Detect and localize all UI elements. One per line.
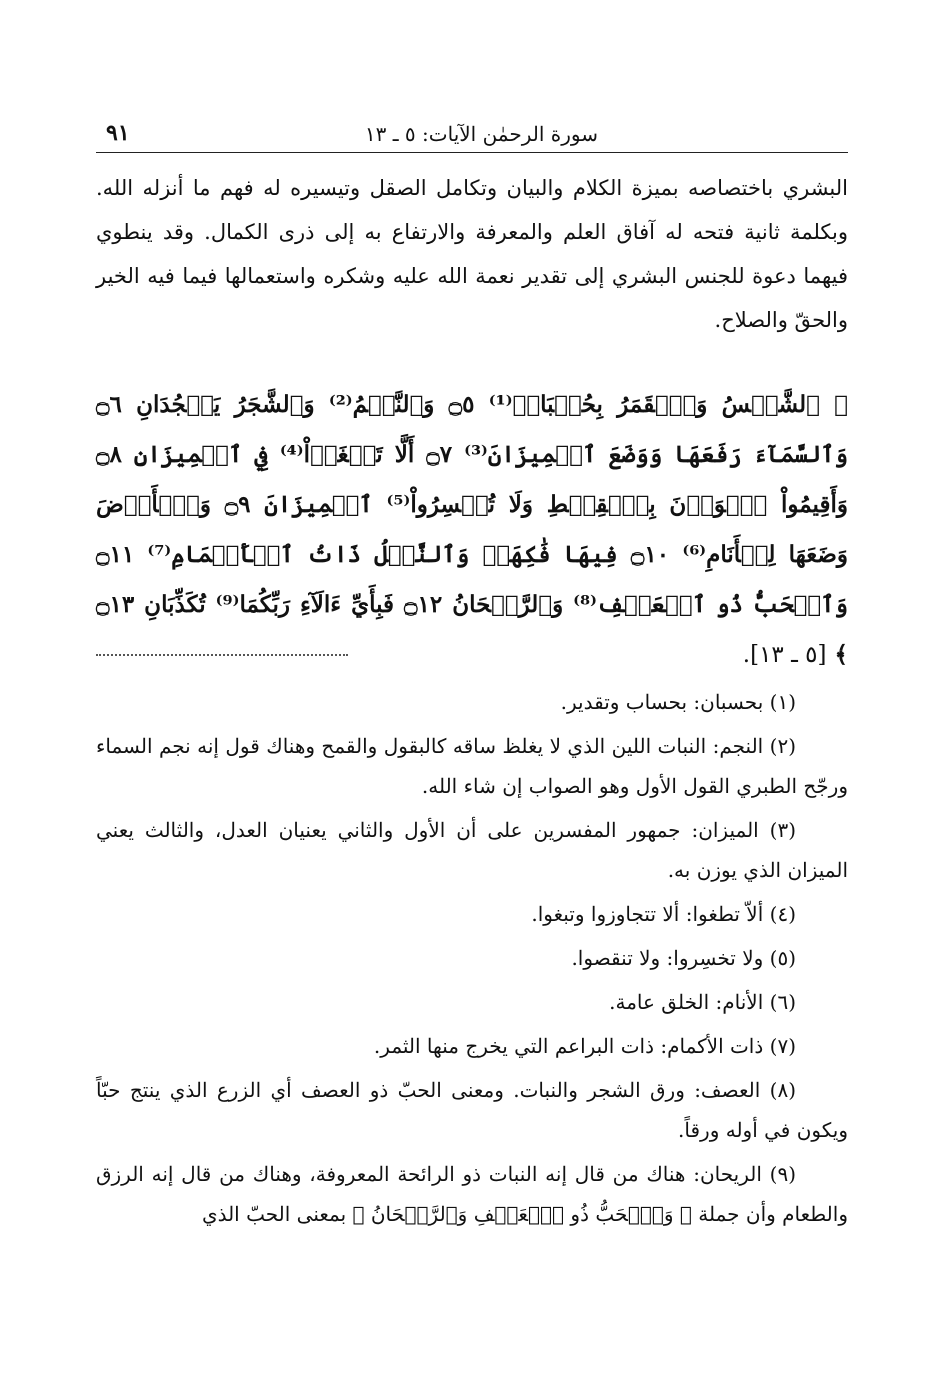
footnote-5: (٥) ولا تخسِروا: ولا تنقصوا. bbox=[571, 946, 796, 970]
footnote-6: (٦) الأنام: الخلق عامة. bbox=[609, 990, 796, 1014]
footnote-7: (٧) ذات الأكمام: ذات البراعم التي يخرج منها الثمر. bbox=[373, 1034, 796, 1058]
footnote-9: (٩) الريحان: هناك من قال إنه النبات ذو الرائحة المعروفة، وهناك من قال إنه الرزق والطعام وأن جملة ﴿ وَٱلۡحَبُّ ذُو ٱلۡعَصۡفِ وَٱلرَّيۡحَانُ ﴾ بمعنى الحبّ الذي bbox=[96, 1162, 848, 1226]
quran-verses: ﴿ ٱلشَّمۡسُ وَٱلۡقَمَرُ بِحُسۡبَانٖ⁽¹⁾ ۝٥ وَٱلنَّجۡمُ⁽²⁾ وَٱلشَّجَرُ يَسۡجُدَانِ ۝٦ وَٱلسَّمَآءَ رَفَعَهَا وَوَضَعَ ٱلۡمِيزَانَ⁽³⁾ ۝٧ أَلَّا تَطۡغَوۡاْ⁽⁴⁾ فِي ٱلۡمِيزَانِ ۝٨ وَأَقِيمُواْ ٱلۡوَزۡنَ بِٱلۡقِسۡطِ وَلَا تُخۡسِرُواْ⁽⁵⁾ ٱلۡمِيزَانَ ۝٩ وَٱلۡأَرۡضَ وَضَعَهَا لِلۡأَنَامِ⁽⁶⁾ ۝١٠ فِيهَا فَٰكِهَةٞ وَٱلنَّخۡلُ ذَاتُ ٱلۡأَكۡمَامِ⁽⁷⁾ ۝١١ وَٱلۡحَبُّ ذُو ٱلۡعَصۡفِ⁽⁸⁾ وَٱلرَّيۡحَانُ ۝١٢ فَبِأَيِّ ءَالَآءِ رَبِّكُمَا⁽⁹⁾ تُكَذِّبَانِ ۝١٣ ﴾ bbox=[96, 391, 849, 668]
header-title: سورة الرحمٰن الآيات: ٥ ـ ١٣ bbox=[364, 122, 598, 146]
footnote-separator bbox=[96, 654, 348, 656]
quran-passage bbox=[96, 380, 848, 680]
footnote-2: (٢) النجم: النبات اللين الذي لا يغلظ ساقه كالبقول والقمح وهناك قول إنه نجم السماء ورجّح الطبري القول الأول وهو الصواب إن شاء الله. bbox=[96, 734, 848, 798]
book-page bbox=[96, 0, 848, 1378]
running-header bbox=[96, 118, 848, 153]
footnotes bbox=[96, 682, 848, 1238]
body-paragraph: البشري باختصاصه بميزة الكلام والبيان وتكامل الصقل وتيسيره له فهم ما أنزله الله. وبكلمة ثانية فتحه له آفاق العلم والمعرفة والارتفاع به إلى ذرى الكمال. وقد ينطوي فيهما دعوة للجنس البشري إلى تقدير نعمة الله عليه وشكره واستعمالها فيما فيه الخير والحقّ والصلاح. bbox=[96, 176, 848, 332]
quran-reference: [٥ ـ ١٣]. bbox=[742, 642, 827, 668]
page-number: ٩١ bbox=[106, 120, 130, 146]
footnote-8: (٨) العصف: ورق الشجر والنبات. ومعنى الحبّ ذو العصف أي الزرع الذي ينتج حبّاً ويكون في أوله ورقاً. bbox=[96, 1078, 848, 1142]
footnote-4: (٤) ألاّ تطغوا: ألا تتجاوزوا وتبغوا. bbox=[531, 902, 796, 926]
footnote-3: (٣) الميزان: جمهور المفسرين على أن الأول والثاني يعنيان العدل، والثالث يعني الميزان الذي يوزن به. bbox=[96, 818, 848, 882]
footnote-1: (١) بحسبان: بحساب وتقدير. bbox=[560, 690, 796, 714]
